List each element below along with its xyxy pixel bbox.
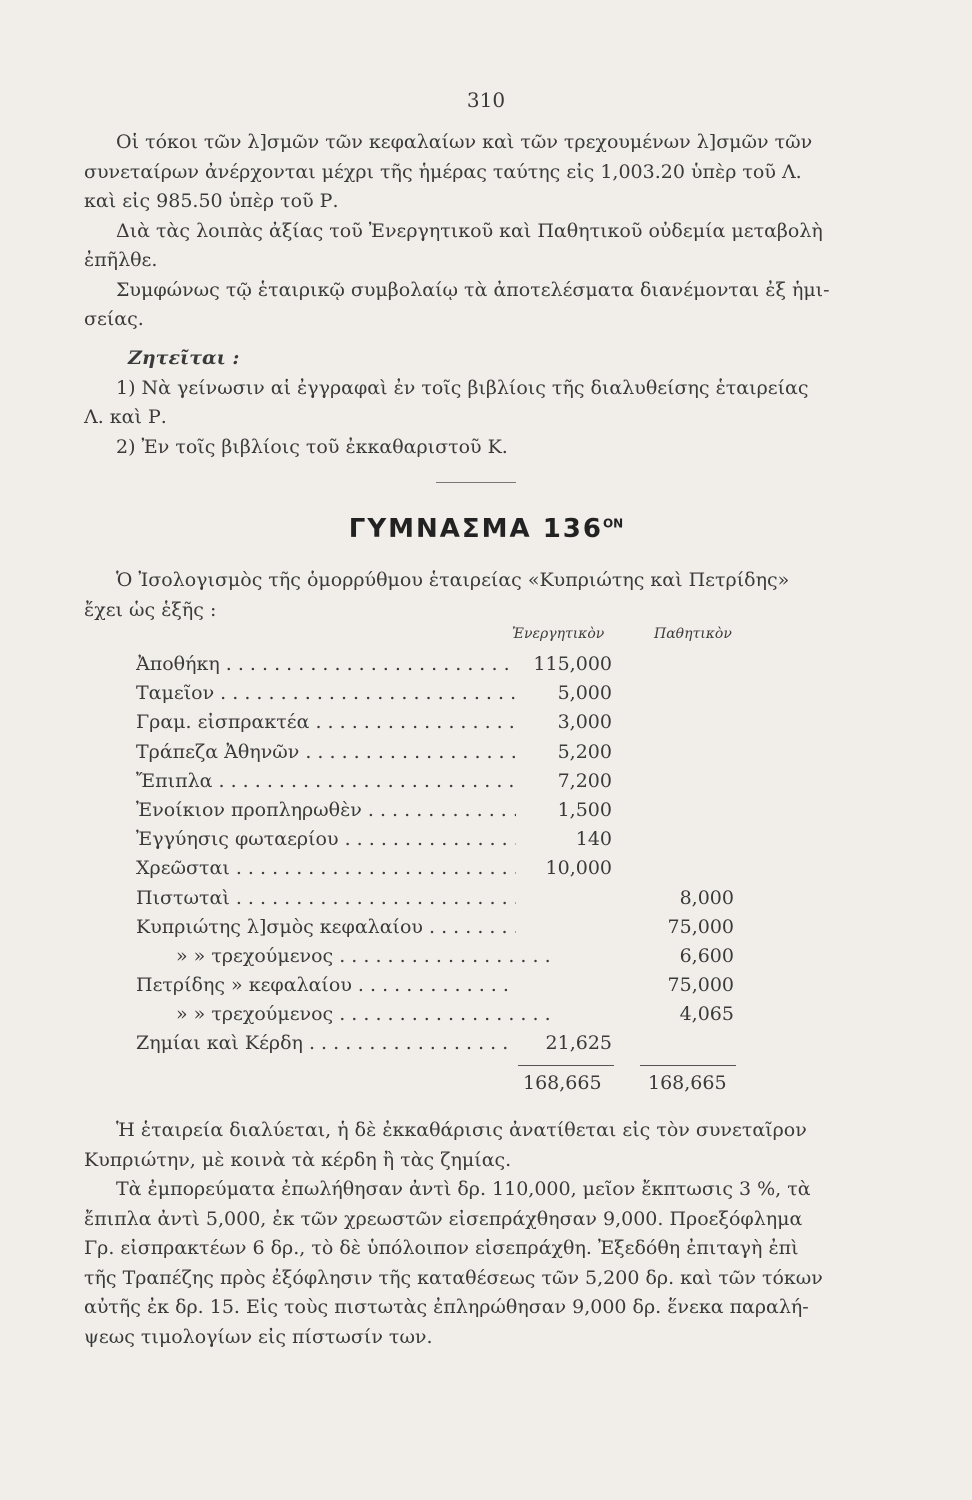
text-line: ἔπιπλα ἀντὶ 5,000, ἐκ τῶν χρεωστῶν εἰσεπράχθησαν 9,000. Προεξόφλημα: [84, 1207, 803, 1230]
row-label: Κυπριώτης λ]σμὸς κεφαλαίου . . .: [136, 913, 516, 942]
active-value: 5,000: [557, 682, 612, 705]
active-value: 5,200: [557, 740, 612, 763]
active-value: 1,500: [557, 798, 612, 821]
text-line: Γρ. εἰσπρακτέων 6 δρ., τὸ δὲ ὑπόλοιπον εἰσεπράχθη. Ἐξεδόθη ἐπιταγὴ ἐπὶ: [84, 1237, 799, 1259]
table-row: [136, 679, 756, 708]
text-line: Συμφώνως τῷ ἑταιρικῷ συμβολαίῳ τὰ ἀποτελέσματα διανέμονται ἐξ ἡμι-: [116, 278, 830, 301]
section-divider: [436, 482, 516, 483]
row-label: Ἀποθήκη . . .: [136, 650, 516, 679]
text-line: Διὰ τὰς λοιπὰς ἀξίας τοῦ Ἐνεργητικοῦ καὶ Παθητικοῦ οὐδεμία μεταβολὴ: [116, 219, 823, 242]
text-line: ἐπῆλθε.: [84, 249, 158, 271]
text-line: σείας.: [84, 308, 144, 330]
balance-sheet-table: [136, 650, 756, 1059]
text-line: Κυπριώτην, μὲ κοινὰ τὰ κέρδη ἢ τὰς ζημίας.: [84, 1148, 512, 1171]
questions-section: [84, 344, 822, 462]
text-line: τῆς Τραπέζης πρὸς ἐξόφλησιν τῆς καταθέσεως τῶν 5,200 δρ. καὶ τῶν τόκων: [84, 1266, 823, 1289]
table-row: [136, 708, 756, 737]
table-row: [136, 767, 756, 796]
text-line: ἔχει ὡς ἑξῆς :: [84, 598, 217, 621]
row-label: Πιστωταὶ . . .: [136, 884, 516, 913]
row-label: » » τρεχούμενος . . .: [136, 1000, 556, 1029]
table-row: [136, 650, 756, 679]
row-label: » » τρεχούμενος . . .: [136, 942, 556, 971]
row-label: Γραμ. εἰσπρακτέα . . .: [136, 708, 516, 737]
exercise-title-sup: ΟΝ: [602, 516, 624, 531]
total-passive: 168,665: [648, 1072, 727, 1094]
total-rule-passive: [640, 1065, 736, 1066]
question-line: Λ. καὶ Ρ.: [84, 406, 167, 428]
text-line: καὶ εἰς 985.50 ὑπὲρ τοῦ Ρ.: [84, 190, 339, 212]
exercise-title: [0, 514, 972, 544]
total-rule-active: [518, 1065, 614, 1066]
text-line: Οἱ τόκοι τῶν λ]σμῶν τῶν κεφαλαίων καὶ τῶν τρεχουμένων λ]σμῶν τῶν: [116, 131, 813, 153]
text-line: αὐτῆς ἐκ δρ. 15. Εἰς τοὺς πιστωτὰς ἐπληρώθησαν 9,000 δρ. ἕνεκα παραλή-: [84, 1296, 809, 1318]
exercise-title-text: ΓΥΜΝΑΣΜΑ 136: [348, 514, 603, 544]
active-value: 7,200: [557, 769, 612, 792]
row-label: Τράπεζα Ἀθηνῶν . . .: [136, 738, 516, 767]
column-header-passive: Παθητικὸν: [654, 626, 732, 642]
question-line: 2) Ἐν τοῖς βιβλίοις τοῦ ἐκκαθαριστοῦ Κ.: [116, 435, 508, 458]
row-label: Ἔπιπλα . . .: [136, 767, 516, 796]
passive-value: 8,000: [679, 886, 734, 909]
table-row: [136, 1000, 756, 1029]
question-line: 1) Νὰ γείνωσιν αἱ ἐγγραφαὶ ἐν τοῖς βιβλίοις τῆς διαλυθείσης ἑταιρείας: [116, 376, 809, 399]
row-label: Ζημίαι καὶ Κέρδη . . .: [136, 1029, 516, 1058]
exercise-intro: [84, 566, 822, 625]
passive-value: 4,065: [679, 1003, 734, 1026]
row-label: Ἐγγύησις φωταερίου . . .: [136, 825, 516, 854]
passive-value: 75,000: [667, 974, 734, 997]
table-row: [136, 884, 756, 913]
active-value: 10,000: [545, 857, 612, 880]
row-label: Ἐνοίκιον προπληρωθὲν . . .: [136, 796, 516, 825]
questions-heading: Ζητεῖται :: [128, 347, 240, 369]
table-row: [136, 913, 756, 942]
row-label: Χρεῶσται . . .: [136, 854, 516, 883]
closing-paragraph: [84, 1116, 822, 1352]
table-row: [136, 738, 756, 767]
text-line: Τὰ ἐμπορεύματα ἐπωλήθησαν ἀντὶ δρ. 110,000, μεῖον ἔκπτωσις 3 %, τὰ: [116, 1178, 811, 1200]
column-header-active: Ἐνεργητικὸν: [512, 626, 605, 642]
text-line: Ἡ ἑταιρεία διαλύεται, ἡ δὲ ἐκκαθάρισις ἀνατίθεται εἰς τὸν συνεταῖρον: [116, 1119, 807, 1141]
table-row: [136, 825, 756, 854]
active-value: 21,625: [545, 1032, 612, 1055]
row-label: Πετρίδης » κεφαλαίου . . .: [136, 971, 516, 1000]
table-row: [136, 854, 756, 883]
text-line: Ὁ Ἰσολογισμὸς τῆς ὁμορρύθμου ἑταιρείας «Κυπριώτης καὶ Πετρίδης»: [116, 569, 790, 591]
active-value: 115,000: [533, 653, 612, 675]
passive-value: 6,600: [679, 944, 734, 967]
table-row: [136, 971, 756, 1000]
passive-value: 75,000: [667, 915, 734, 938]
text-line: συνεταίρων ἀνέρχονται μέχρι τῆς ἡμέρας ταύτης εἰς 1,003.20 ὑπὲρ τοῦ Λ.: [84, 160, 802, 183]
table-row: [136, 1029, 756, 1058]
total-active: 168,665: [523, 1072, 602, 1094]
intro-paragraph: [84, 128, 830, 335]
row-label: Ταμεῖον . . .: [136, 679, 516, 708]
table-row: [136, 942, 756, 971]
active-value: 140: [575, 828, 612, 851]
table-row: [136, 796, 756, 825]
active-value: 3,000: [557, 711, 612, 734]
page-number: 310: [466, 88, 506, 112]
text-line: ψεως τιμολογίων εἰς πίστωσίν των.: [84, 1325, 433, 1348]
